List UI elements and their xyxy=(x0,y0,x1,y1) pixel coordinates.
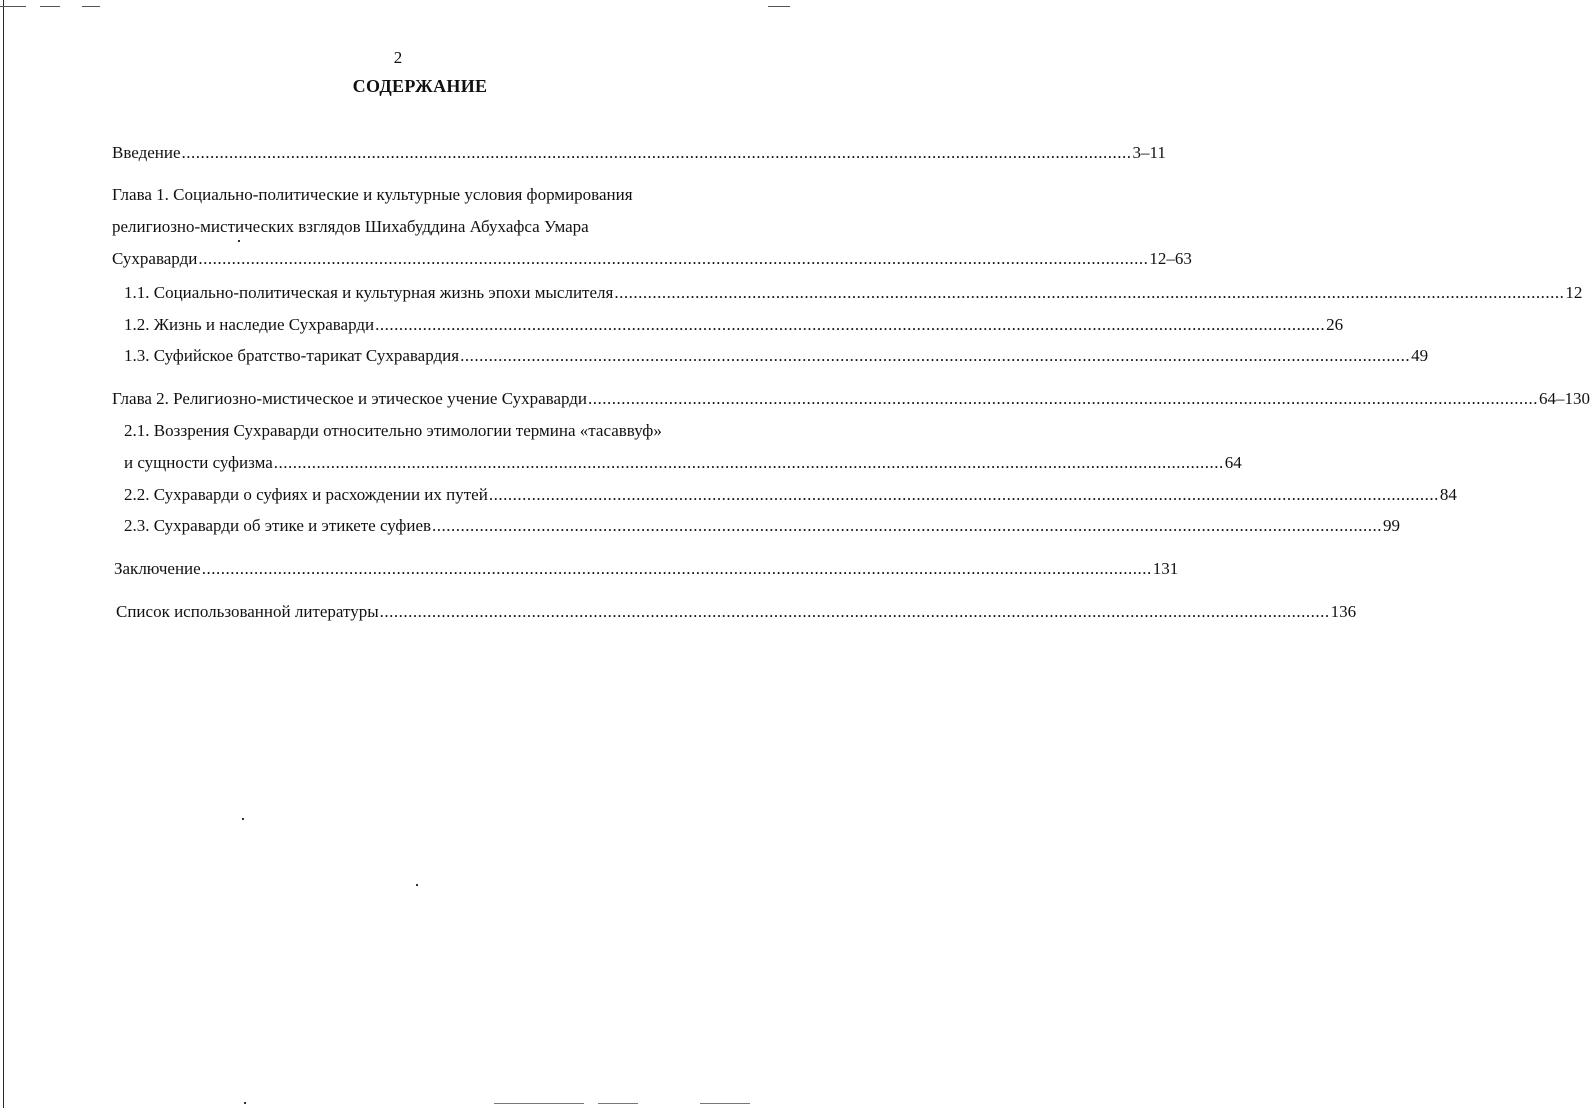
toc-entry-intro[interactable] xyxy=(112,142,1166,164)
toc-label: и сущности суфизма xyxy=(124,453,273,472)
dot-leader: ........................................................................................................................................................................................................ xyxy=(588,389,1539,408)
toc-page: 64–130 xyxy=(1539,389,1590,408)
dot-leader: ........................................................................................................................................................................................................ xyxy=(460,346,1411,365)
toc-label: 1.3. Суфийское братство-тарикат Сухравардия xyxy=(124,346,460,365)
scan-mark-top xyxy=(768,6,790,7)
toc-chapter1-line1[interactable]: Глава 1. Социально-политические и культурные условия формирования xyxy=(112,185,633,204)
page-title: СОДЕРЖАНИЕ xyxy=(352,76,488,96)
toc-page: 131 xyxy=(1152,559,1179,578)
toc-label: Введение xyxy=(112,143,181,162)
toc-label: 2.2. Сухраварди о суфиях и расхождении их путей xyxy=(124,485,488,504)
toc-entry-1-2[interactable] xyxy=(124,314,1344,336)
dot-leader: ........................................................................................................................................................................................................ xyxy=(432,516,1383,535)
scan-mark-top xyxy=(0,6,26,7)
toc-page: 12–63 xyxy=(1149,249,1192,268)
toc-label: Список использованной литературы xyxy=(116,602,379,621)
scan-mark-top xyxy=(40,6,60,7)
toc-entry-2-1[interactable] xyxy=(124,452,1242,474)
dot-leader: ........................................................................................................................................................................................................ xyxy=(201,559,1152,578)
scan-mark-bottom xyxy=(598,1103,638,1104)
toc-label: 1.1. Социально-политическая и культурная жизнь эпохи мыслителя xyxy=(124,283,614,302)
speck xyxy=(416,884,418,886)
toc-label: 2.3. Сухраварди об этике и этикете суфиев xyxy=(124,516,432,535)
dot-leader: ........................................................................................................................................................................................................ xyxy=(375,315,1326,334)
toc-chapter1-line2[interactable]: религиозно-мистических взглядов Шихабуддина Абухафса Умара xyxy=(112,217,589,236)
dot-leader: ........................................................................................................................................................................................................ xyxy=(488,485,1439,504)
scan-mark-top xyxy=(82,6,100,7)
toc-entry-1-3[interactable] xyxy=(124,345,1429,367)
toc-label: Глава 2. Религиозно-мистическое и этическое учение Сухраварди xyxy=(112,389,588,408)
toc-entry-chapter1[interactable] xyxy=(112,248,1192,270)
speck xyxy=(244,1102,246,1104)
toc-page: 12 xyxy=(1565,283,1583,302)
toc-page: 84 xyxy=(1439,485,1457,504)
toc-entry-1-1[interactable] xyxy=(124,282,1583,304)
dot-leader: ........................................................................................................................................................................................................ xyxy=(181,143,1132,162)
speck xyxy=(238,240,240,242)
toc-page: 26 xyxy=(1326,315,1344,334)
scan-mark-bottom xyxy=(700,1103,750,1104)
toc-page: 3–11 xyxy=(1132,143,1166,162)
dot-leader: ........................................................................................................................................................................................................ xyxy=(273,453,1224,472)
toc-page: 49 xyxy=(1411,346,1429,365)
scan-mark-bottom xyxy=(494,1103,584,1104)
toc-label: Заключение xyxy=(114,559,201,578)
toc-label: 1.2. Жизнь и наследие Сухраварди xyxy=(124,315,375,334)
toc-page: 136 xyxy=(1330,602,1357,621)
toc-page: 64 xyxy=(1224,453,1242,472)
dot-leader: ........................................................................................................................................................................................................ xyxy=(198,249,1149,268)
dot-leader: ........................................................................................................................................................................................................ xyxy=(379,602,1330,621)
toc-entry-2-2[interactable] xyxy=(124,484,1457,506)
toc-entry-2-1-line1[interactable]: 2.1. Воззрения Сухраварди относительно этимологии термина «тасаввуф» xyxy=(124,421,662,440)
toc-entry-bibliography[interactable] xyxy=(116,601,1357,623)
page-number: 2 xyxy=(393,48,403,67)
toc-label: Сухраварди xyxy=(112,249,198,268)
toc-entry-chapter2[interactable] xyxy=(112,388,1590,410)
toc-entry-conclusion[interactable] xyxy=(114,558,1179,580)
toc-page: 99 xyxy=(1383,516,1401,535)
dot-leader: ........................................................................................................................................................................................................ xyxy=(614,283,1565,302)
toc-entry-2-3[interactable] xyxy=(124,515,1401,537)
scan-edge-left xyxy=(3,0,4,1108)
speck xyxy=(242,818,244,820)
